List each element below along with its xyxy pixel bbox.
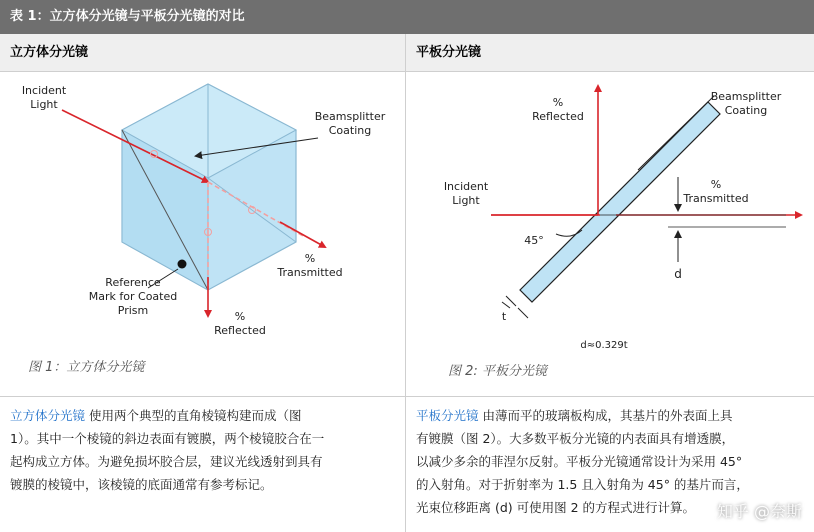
transmitted-label: Transmitted <box>277 266 343 279</box>
left-column-heading: 立方体分光镜 <box>0 34 405 72</box>
left-desc-line-1 <box>10 404 398 427</box>
right-desc-line1-text: 由薄而平的玻璃板构成，其基片的外表面上具 <box>478 408 733 423</box>
beamsplitter-label: Beamsplitter <box>314 110 386 123</box>
right-desc-line-4: 的入射角。对于折射率为 1.5 且入射角为 45° 的基片而言， <box>416 477 749 492</box>
d-label: d <box>674 267 682 281</box>
t-tick-2 <box>518 308 528 318</box>
pct-transmitted-label: % <box>710 178 722 191</box>
reflected-label: Reflected <box>532 110 584 123</box>
table-title: 表 1：立方体分光镜与平板分光镜的对比 <box>0 0 814 34</box>
mark-for-coated-label: Mark for Coated <box>88 290 178 303</box>
pct-reflected-label: % <box>552 96 564 109</box>
right-desc-highlight: 平板分光镜 <box>416 408 479 423</box>
plate-beamsplitter-diagram <box>406 72 814 396</box>
light-label: Light <box>30 98 58 111</box>
left-description <box>10 404 398 496</box>
transmitted-label: Transmitted <box>683 192 749 205</box>
t-marker <box>502 302 510 308</box>
coating-pointer <box>638 96 714 170</box>
incident-label: Incident <box>443 180 489 193</box>
right-desc-line-2: 有镀膜（图 2）。大多数平板分光镜的内表面具有增透膜， <box>416 431 735 446</box>
incident-label: Incident <box>21 84 67 97</box>
coating-label: Coating <box>328 124 372 137</box>
watermark: 知乎 @奈斯 <box>716 502 802 521</box>
light-label: Light <box>452 194 480 207</box>
row-divider <box>0 396 814 397</box>
formula-label: d≈0.329t <box>580 340 628 351</box>
t-tick-1 <box>506 296 516 306</box>
left-desc-line-4: 镀膜的棱镜中，该棱镜的底面通常有参考标记。 <box>10 477 273 492</box>
prism-label: Prism <box>117 304 149 317</box>
right-figure-caption: 图 2: 平板分光镜 <box>448 364 547 379</box>
t-label: t <box>501 310 507 323</box>
right-desc-line-3: 以减少多余的菲涅尔反射。平板分光镜通常设计为采用 45° <box>416 454 743 469</box>
reference-label: Reference <box>105 276 161 289</box>
right-desc-line-1 <box>416 404 808 427</box>
left-desc-line-2: 1）。其中一个棱镜的斜边表面有镀膜，两个棱镜胶合在一 <box>10 431 325 446</box>
reflected-label: Reflected <box>214 324 266 337</box>
right-desc-line-5: 光束位移距离 (d) 可使用图 2 的方程式进行计算。 <box>416 500 696 515</box>
cube-beamsplitter-diagram <box>0 72 405 396</box>
pct-reflected-label: % <box>234 310 246 323</box>
left-figure-caption: 图 1：立方体分光镜 <box>28 360 145 375</box>
left-desc-line-3: 起构成立方体。为避免损坏胶合层，建议光线透射到具有 <box>10 454 323 469</box>
angle-label: 45° <box>524 234 544 247</box>
reference-mark <box>178 260 187 269</box>
coating-label: Coating <box>724 104 768 117</box>
right-column-heading: 平板分光镜 <box>406 34 814 72</box>
beamsplitter-label: Beamsplitter <box>710 90 782 103</box>
left-desc-highlight: 立方体分光镜 <box>10 408 86 423</box>
left-desc-line1-text: 使用两个典型的直角棱镜构建而成（图 <box>85 408 302 423</box>
pct-transmitted-label: % <box>304 252 316 265</box>
